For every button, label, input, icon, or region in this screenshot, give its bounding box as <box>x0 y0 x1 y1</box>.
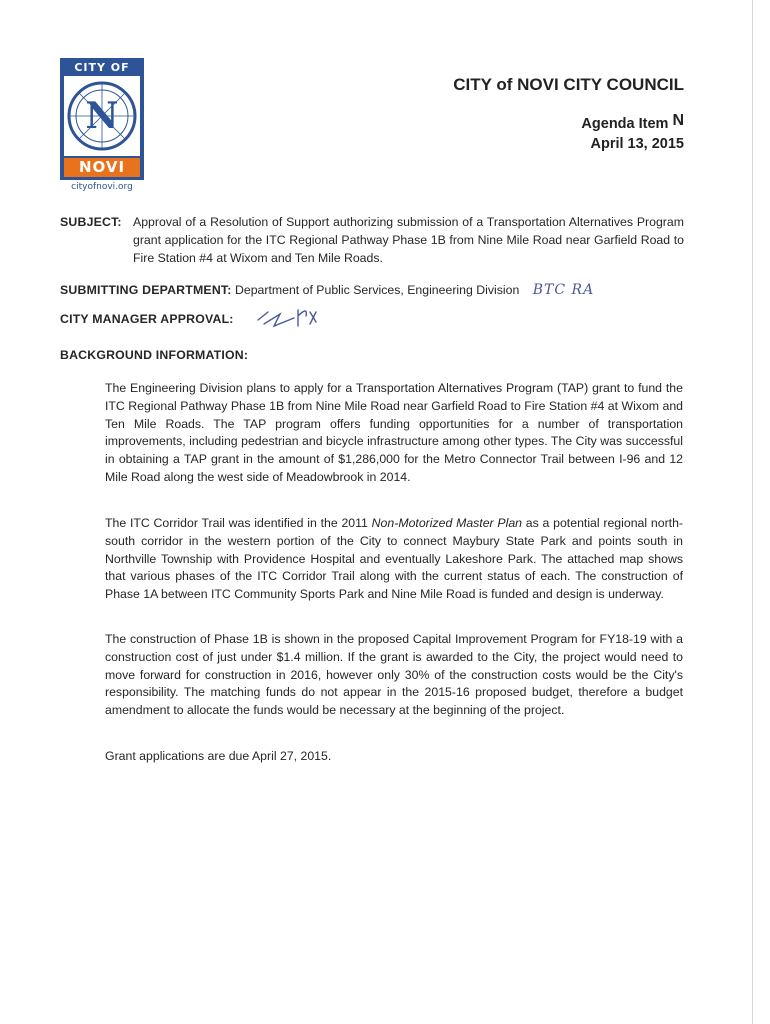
manager-approval <box>60 310 684 328</box>
agenda-item-letter: N <box>672 112 684 129</box>
subject-text: Approval of a Resolution of Support authorizing submission of a Transportation Alternatives Program grant application for the ITC Regional Pathway Phase 1B from Nine Mile Road near Garfield Road to Fire Station #4 at Wixom and Ten Mile Roads. <box>133 215 684 265</box>
background-paragraph-3: The construction of Phase 1B is shown in the proposed Capital Improvement Program for FY18-19 with a construction cost of just under $1.4 million. If the grant is awarded to the City, the project would need to move forward for construction in 2016, however only 30% of the construction costs would be the City's responsibility. The matching funds do not appear in the 2015-16 proposed budget, therefore a budget amendment to allocate the funds would be necessary at the beginning of the project. <box>105 632 683 718</box>
submitting-department <box>60 281 684 299</box>
agenda-block <box>581 114 684 154</box>
council-title: CITY of NOVI CITY COUNCIL <box>453 75 684 94</box>
subject-label: SUBJECT: <box>60 215 122 229</box>
department-label: SUBMITTING DEPARTMENT: <box>60 283 232 297</box>
city-logo <box>60 58 144 192</box>
paragraph-2-start: The ITC Corridor Trail was identified in the 2011 <box>105 516 372 530</box>
page-edge <box>752 0 753 1024</box>
background-paragraph-1: The Engineering Division plans to apply for a Transportation Alternatives Program (TAP) grant to fund the ITC Regional Pathway Phase 1B from Nine Mile Road near Garfield Road to Fire Station #4 at Wixom and Ten Mile Roads. The TAP program offers funding opportunities for a number of transportation improvements, including pedestrian and bicycle infrastructure among other types. The City was successful in obtaining a TAP grant in the amount of $1,286,000 for the Metro Connector Trail between I-96 and 12 Mile Road along the west side of Meadowbrook in 2014. <box>105 381 683 484</box>
background-paragraph-2 <box>105 515 683 604</box>
manager-approval-label: CITY MANAGER APPROVAL: <box>60 312 234 326</box>
background-paragraph-4: Grant applications are due April 27, 2015. <box>105 749 332 763</box>
paragraph-2-end: as a potential regional north-south corridor in the western portion of the City to connect Maybury State Park and points south in Northville Township with Providence Hospital and eventually Lakeshore Park. The attached map shows that various phases of the ITC Corridor Trail along with the current status of each. The construction of Phase 1A between ITC Community Sports Park and Nine Mile Road is funded and design is underway. <box>105 516 684 602</box>
subject-section <box>60 213 684 267</box>
background-heading: BACKGROUND INFORMATION: <box>60 348 249 362</box>
agenda-item-line <box>581 114 684 134</box>
logo-frame <box>60 58 144 180</box>
logo-url: cityofnovi.org <box>71 182 133 192</box>
manager-signature <box>254 302 334 332</box>
master-plan-title: Non-Motorized Master Plan <box>371 516 523 530</box>
svg-text:N: N <box>85 95 119 137</box>
logo-emblem <box>64 76 140 156</box>
department-initials: BTC RA <box>532 282 595 298</box>
department-text: Department of Public Services, Engineering Division <box>234 283 520 297</box>
logo-top-text: CITY OF <box>74 61 130 74</box>
agenda-item-label: Agenda Item <box>581 116 669 132</box>
agenda-date: April 13, 2015 <box>590 136 684 152</box>
logo-bottom-text: NOVI <box>64 158 140 177</box>
logo-wheel-icon <box>64 76 140 156</box>
